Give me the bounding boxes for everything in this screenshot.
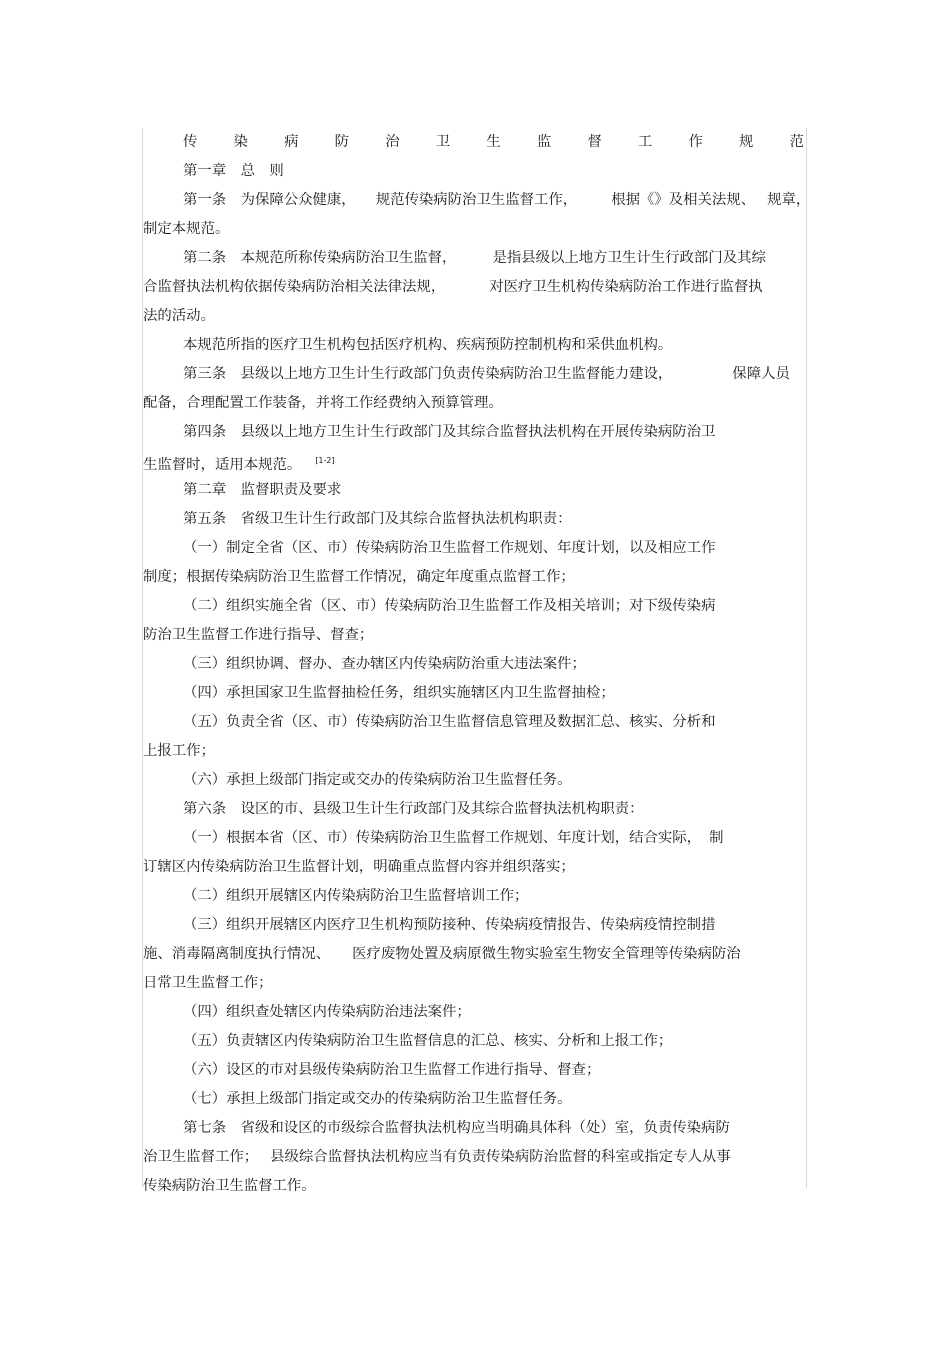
text-line bbox=[183, 1060, 600, 1080]
text-line bbox=[143, 625, 373, 645]
text-segment: 制定本规范。 bbox=[143, 221, 230, 237]
text-line bbox=[183, 799, 644, 819]
text-line bbox=[143, 567, 575, 587]
title-char: 防 bbox=[334, 134, 350, 150]
text-segment: （一）制定全省（区、市）传染病防治卫生监督工作规划、年度计划，以及相应工作 bbox=[183, 540, 716, 556]
text-line bbox=[183, 828, 723, 848]
text-line bbox=[183, 712, 715, 732]
text-segment: 保障人员 bbox=[732, 366, 790, 382]
text-line bbox=[183, 161, 284, 181]
text-segment: 规章， bbox=[767, 192, 811, 208]
text-segment: 日常卫生监督工作； bbox=[143, 975, 273, 991]
title-char: 病 bbox=[284, 134, 299, 150]
text-segment: （二）组织开展辖区内传染病防治卫生监督培训工作； bbox=[183, 888, 529, 904]
text-line bbox=[183, 422, 715, 442]
text-segment: 施、消毒隔离制度执行情况、 bbox=[143, 946, 331, 962]
text-segment: （五）负责辖区内传染病防治卫生监督信息的汇总、核实、分析和上报工作； bbox=[183, 1033, 673, 1049]
text-line bbox=[183, 596, 715, 616]
text-segment: （三）组织开展辖区内医疗卫生机构预防接种、传染病疫情报告、传染病疫情控制措 bbox=[183, 917, 716, 933]
text-segment: 制 bbox=[709, 830, 724, 846]
text-segment: （四）承担国家卫生监督抽检任务，组织实施辖区内卫生监督抽检； bbox=[183, 685, 615, 701]
text-line bbox=[143, 393, 503, 413]
text-segment: （三）组织协调、督办、查办辖区内传染病防治重大违法案件； bbox=[183, 656, 586, 672]
text-line bbox=[183, 364, 790, 384]
text-segment: 第四条 县级以上地方卫生计生行政部门及其综合监督执法机构在开展传染病防治卫 bbox=[183, 424, 716, 440]
right-margin-rule bbox=[806, 128, 807, 1188]
title-char: 督 bbox=[587, 134, 602, 150]
text-segment: （七）承担上级部门指定或交办的传染病防治卫生监督任务。 bbox=[183, 1091, 572, 1107]
title-char: 传 bbox=[183, 134, 198, 150]
text-line bbox=[143, 306, 215, 326]
text-segment: 对医疗卫生机构传染病防治工作进行监督执 bbox=[489, 279, 763, 295]
text-segment: 第一条 为保障公众健康， bbox=[183, 192, 356, 208]
text-line bbox=[143, 219, 229, 239]
title-char: 工 bbox=[637, 134, 653, 150]
text-line bbox=[183, 886, 528, 906]
text-line bbox=[183, 480, 341, 500]
text-line bbox=[143, 1176, 316, 1196]
text-line bbox=[183, 335, 672, 355]
text-segment: 法的活动。 bbox=[143, 308, 215, 324]
text-line bbox=[183, 1031, 672, 1051]
text-segment: 第七条 省级和设区的市级综合监督执法机构应当明确具体科（处）室，负责传染病防 bbox=[183, 1120, 730, 1136]
text-segment: 规范传染病防治卫生监督工作， bbox=[375, 192, 578, 208]
text-segment: 合监督执法机构依据传染病防治相关法律法规， bbox=[143, 279, 446, 295]
text-segment: 医疗废物处置及病原微生物实验室生物安全管理等传染病防治 bbox=[352, 946, 741, 962]
title-char: 生 bbox=[486, 134, 501, 150]
text-line bbox=[143, 277, 763, 297]
text-segment: 第三条 县级以上地方卫生计生行政部门负责传染病防治卫生监督能力建设， bbox=[183, 366, 673, 382]
text-segment: （六）设区的市对县级传染病防治卫生监督工作进行指导、督查； bbox=[183, 1062, 601, 1078]
title-char: 范 bbox=[789, 134, 804, 150]
text-line bbox=[183, 915, 715, 935]
text-segment: 根据《》及相关法规、 bbox=[611, 192, 756, 208]
text-segment: 第六条 设区的市、县级卫生计生行政部门及其综合监督执法机构职责： bbox=[183, 801, 644, 817]
text-segment: 第二条 本规范所称传染病防治卫生监督， bbox=[183, 250, 457, 266]
text-segment: 生监督时，适用本规范。 bbox=[143, 457, 302, 473]
text-segment: 上报工作； bbox=[143, 743, 215, 759]
text-line bbox=[143, 857, 575, 877]
text-segment: （一）根据本省（区、市）传染病防治卫生监督工作规划、年度计划，结合实际， bbox=[183, 830, 702, 846]
text-line bbox=[183, 1118, 730, 1138]
text-line bbox=[143, 451, 335, 471]
text-line bbox=[183, 190, 810, 210]
text-segment: 第五条 省级卫生计生行政部门及其综合监督执法机构职责： bbox=[183, 511, 572, 527]
title-char: 卫 bbox=[435, 134, 451, 150]
title-char: 治 bbox=[385, 134, 400, 150]
text-line bbox=[183, 1089, 572, 1109]
document-title bbox=[183, 132, 804, 152]
text-line bbox=[143, 1147, 731, 1167]
title-char: 作 bbox=[688, 134, 703, 150]
text-segment: 配备，合理配置工作装备，并将工作经费纳入预算管理。 bbox=[143, 395, 503, 411]
text-segment: 制度；根据传染病防治卫生监督工作情况，确定年度重点监督工作； bbox=[143, 569, 575, 585]
text-segment: 第二章 监督职责及要求 bbox=[183, 482, 342, 498]
text-segment: （五）负责全省（区、市）传染病防治卫生监督信息管理及数据汇总、核实、分析和 bbox=[183, 714, 716, 730]
text-segment: 治卫生监督工作； bbox=[143, 1149, 259, 1165]
title-char: 规 bbox=[739, 134, 754, 150]
text-line bbox=[143, 944, 741, 964]
text-segment: 订辖区内传染病防治卫生监督计划，明确重点监督内容并组织落实； bbox=[143, 859, 575, 875]
text-line bbox=[183, 654, 586, 674]
text-line bbox=[183, 770, 572, 790]
text-segment: 防治卫生监督工作进行指导、督查； bbox=[143, 627, 374, 643]
text-line bbox=[183, 538, 715, 558]
text-segment: 是指县级以上地方卫生计生行政部门及其综 bbox=[492, 250, 766, 266]
text-line bbox=[183, 509, 572, 529]
text-segment: （二）组织实施全省（区、市）传染病防治卫生监督工作及相关培训；对下级传染病 bbox=[183, 598, 716, 614]
text-segment: 传染病防治卫生监督工作。 bbox=[143, 1178, 316, 1194]
text-line bbox=[183, 1002, 471, 1022]
title-char: 监 bbox=[536, 134, 552, 150]
title-char: 染 bbox=[233, 134, 248, 150]
text-line bbox=[183, 248, 766, 268]
text-line bbox=[183, 683, 615, 703]
text-segment: 县级综合监督执法机构应当有负责传染病防治监督的科室或指定专人从事 bbox=[270, 1149, 731, 1165]
text-segment: 第一章 总 则 bbox=[183, 163, 284, 179]
text-segment: （六）承担上级部门指定或交办的传染病防治卫生监督任务。 bbox=[183, 772, 572, 788]
text-line bbox=[143, 741, 215, 761]
footnote-reference: [1-2] bbox=[315, 456, 335, 465]
text-segment: 本规范所指的医疗卫生机构包括医疗机构、疾病预防控制机构和采供血机构。 bbox=[183, 337, 673, 353]
text-line bbox=[143, 973, 273, 993]
text-segment: （四）组织查处辖区内传染病防治违法案件； bbox=[183, 1004, 471, 1020]
